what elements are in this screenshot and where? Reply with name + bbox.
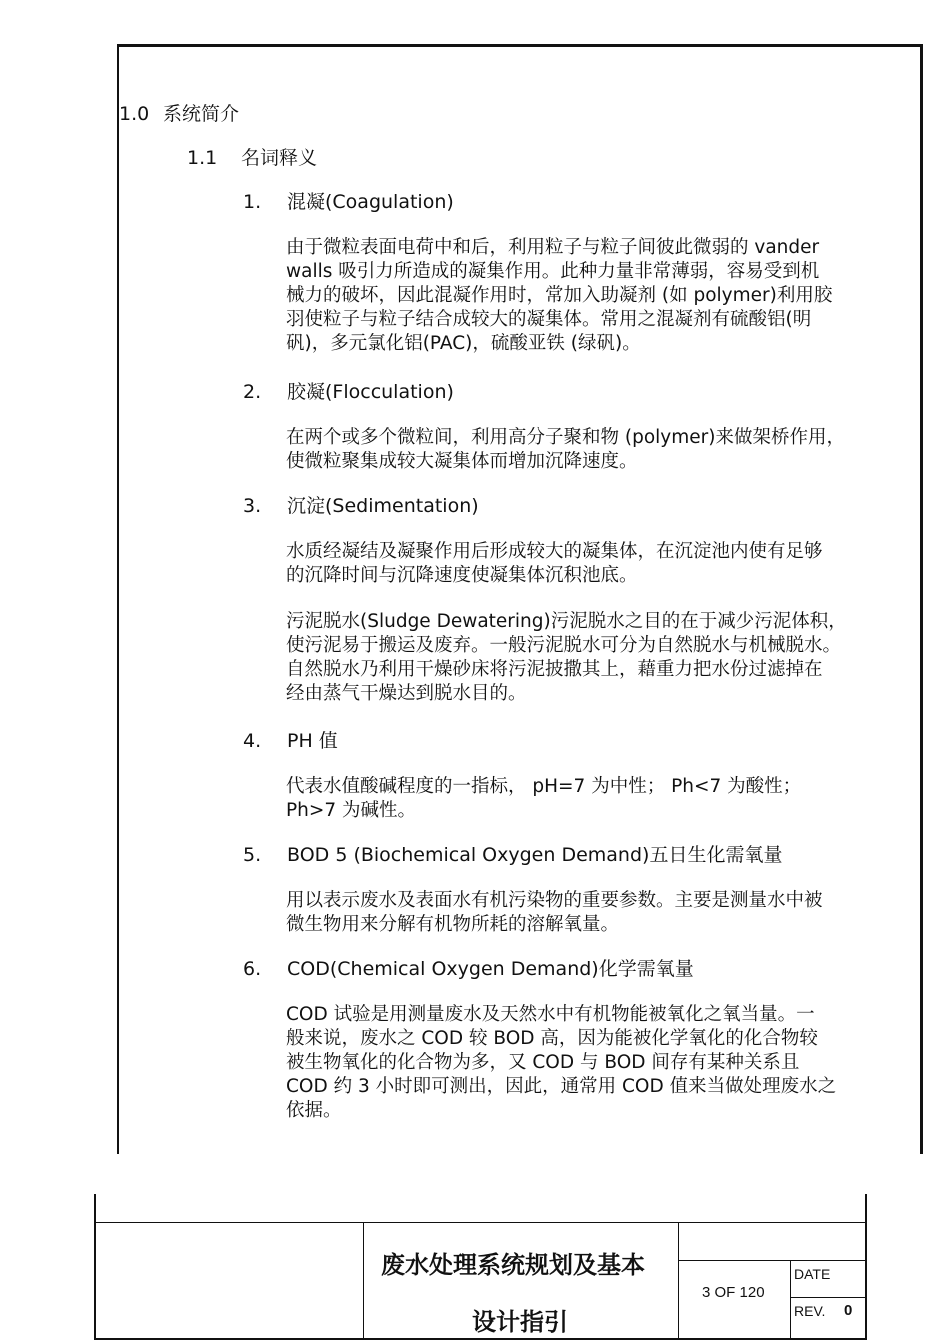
subsection-title: 名词释义 xyxy=(241,147,318,169)
paragraph-line: 依据。 xyxy=(286,1100,342,1121)
item-number: 5. xyxy=(243,844,262,866)
title-block-divider xyxy=(790,1297,866,1298)
page-frame xyxy=(117,44,923,1154)
title-block-border-left xyxy=(94,1194,96,1340)
item-heading: 沉淀(Sedimentation) xyxy=(287,495,479,517)
paragraph-line: 的沉降时间与沉降速度使凝集体沉积池底。 xyxy=(286,565,638,586)
page-number: 3 OF 120 xyxy=(702,1284,765,1301)
paragraph-line: 械力的破坏，因此混凝作用时，常加入助凝剂 (如 polymer)利用胶 xyxy=(286,285,833,306)
paragraph-line: 水质经凝结及凝聚作用后形成较大的凝集体，在沉淀池内使有足够 xyxy=(286,541,823,562)
date-label: DATE xyxy=(794,1266,831,1282)
subsection-number: 1.1 xyxy=(187,147,218,169)
title-block-divider xyxy=(363,1222,364,1338)
section-number: 1.0 xyxy=(119,103,150,125)
item-paragraph xyxy=(286,889,856,937)
paragraph-line: 羽使粒子与粒子结合成较大的凝集体。常用之混凝剂有硫酸铝(明 xyxy=(286,309,812,330)
paragraph-line: 污泥脱水(Sludge Dewatering)污泥脱水之目的在于减少污泥体积， xyxy=(286,611,847,632)
title-block-border-bottom xyxy=(94,1338,867,1340)
item-number: 3. xyxy=(243,495,262,517)
paragraph-line: 被生物氧化的化合物为多，又 COD 与 BOD 间存有某种关系且 xyxy=(286,1052,800,1073)
document-title-line2: 设计指引 xyxy=(472,1307,568,1336)
title-block-border-right xyxy=(865,1194,867,1340)
item-number: 6. xyxy=(243,958,262,980)
item-heading: BOD 5 (Biochemical Oxygen Demand)五日生化需氧量 xyxy=(287,844,783,866)
section-title: 系统简介 xyxy=(163,103,240,125)
title-block-divider xyxy=(790,1260,791,1338)
paragraph-line: COD 约 3 小时即可测出，因此，通常用 COD 值来当做处理废水之 xyxy=(286,1076,837,1097)
paragraph-line: 在两个或多个微粒间，利用高分子聚和物 (polymer)来做架桥作用， xyxy=(286,427,845,448)
paragraph-line: 自然脱水乃利用干燥砂床将污泥披撒其上，藉重力把水份过滤掉在 xyxy=(286,659,823,680)
item-heading: COD(Chemical Oxygen Demand)化学需氧量 xyxy=(287,958,694,980)
item-heading: PH 值 xyxy=(287,730,338,752)
item-paragraph xyxy=(286,426,856,474)
paragraph-line: walls 吸引力所造成的凝集作用。此种力量非常薄弱，容易受到机 xyxy=(286,261,820,282)
item-paragraph xyxy=(286,540,856,588)
paragraph-line: 用以表示废水及表面水有机污染物的重要参数。主要是测量水中被 xyxy=(286,890,823,911)
item-paragraph xyxy=(286,236,856,356)
item-heading: 混凝(Coagulation) xyxy=(287,191,454,213)
paragraph-line: COD 试验是用测量废水及天然水中有机物能被氧化之氧当量。一 xyxy=(286,1004,815,1025)
item-heading: 胶凝(Flocculation) xyxy=(287,381,454,403)
paragraph-line: 使微粒聚集成较大凝集体而增加沉降速度。 xyxy=(286,451,638,472)
paragraph-line: 矾)，多元氯化铝(PAC)，硫酸亚铁 (绿矾)。 xyxy=(286,333,641,354)
title-block-divider xyxy=(679,1260,866,1261)
title-block-divider xyxy=(678,1222,679,1338)
item-number: 1. xyxy=(243,191,262,213)
item-paragraph xyxy=(286,1003,856,1123)
paragraph-line: Ph>7 为碱性。 xyxy=(286,800,417,821)
rev-value: 0 xyxy=(844,1302,853,1319)
paragraph-line: 般来说，废水之 COD 较 BOD 高，因为能被化学氧化的化合物较 xyxy=(286,1028,818,1049)
paragraph-line: 代表水值酸碱程度的一指标， pH=7 为中性； Ph<7 为酸性； xyxy=(286,776,802,797)
document-title-line1: 废水处理系统规划及基本 xyxy=(381,1250,645,1279)
paragraph-line: 经由蒸气干燥达到脱水目的。 xyxy=(286,683,527,704)
item-number: 4. xyxy=(243,730,262,752)
rev-label: REV. xyxy=(794,1303,826,1319)
item-paragraph xyxy=(286,610,856,706)
paragraph-line: 微生物用来分解有机物所耗的溶解氧量。 xyxy=(286,914,620,935)
title-block-border-top xyxy=(94,1222,867,1223)
paragraph-line: 由于微粒表面电荷中和后，利用粒子与粒子间彼此微弱的 vander xyxy=(286,237,820,258)
item-number: 2. xyxy=(243,381,262,403)
paragraph-line: 使污泥易于搬运及废弃。一般污泥脱水可分为自然脱水与机械脱水。 xyxy=(286,635,842,656)
item-paragraph xyxy=(286,775,856,823)
